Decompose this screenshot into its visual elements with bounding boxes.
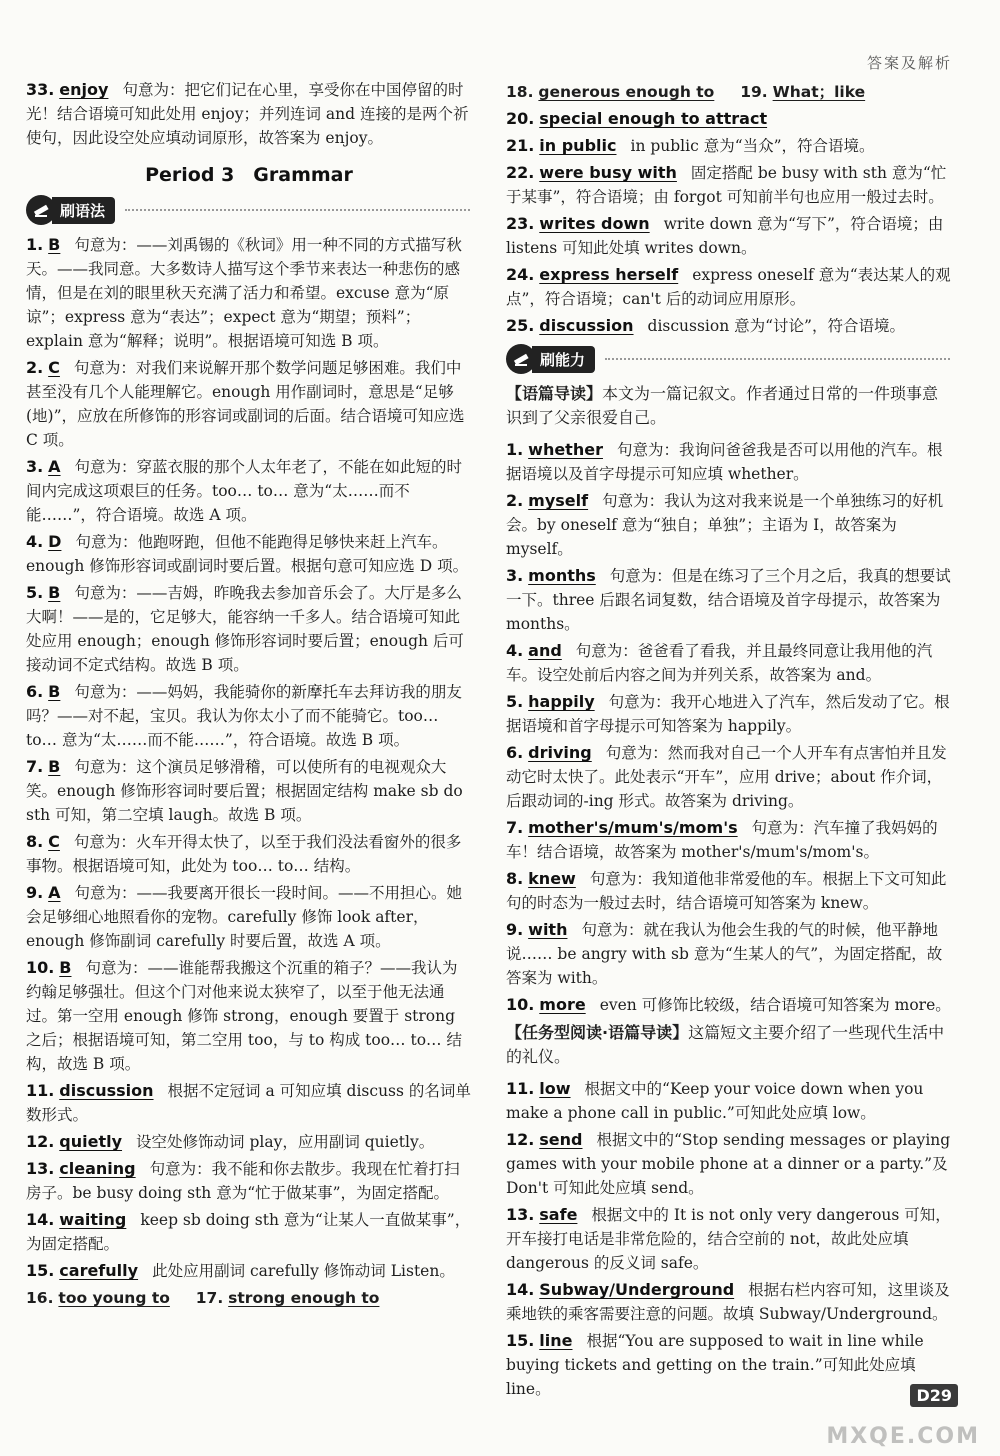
item-explanation: 句意为：我知道他非常爱他的车。根据上下文可知此句的时态为一般过去时，结合语境可知答案为 knew。	[506, 870, 947, 912]
answer-item	[26, 1130, 472, 1154]
item-answer: happily	[528, 692, 595, 711]
item-answer: safe	[539, 1205, 578, 1224]
answer-pair-18-19	[506, 80, 952, 104]
item-number: 18.	[506, 83, 534, 101]
item-explanation: 句意为：我开心地进入了汽车，然后发动了它。根据语境和首字母提示可知答案为 happily。	[506, 693, 950, 735]
answer-item	[26, 1157, 472, 1205]
intro-bracket: 【任务型阅读·语篇导读】	[506, 1023, 689, 1042]
item-answer: B	[48, 682, 61, 701]
section-label: 刷能力	[532, 346, 595, 373]
item-answer: discussion	[59, 1081, 154, 1100]
item-answer: discussion	[539, 316, 634, 335]
item-answer: A	[48, 883, 61, 902]
answer-item	[506, 816, 952, 864]
item-answer: carefully	[59, 1261, 139, 1280]
left-column	[26, 78, 472, 1313]
item-explanation: 固定搭配 be busy with sth 意为“忙于某事”，符合语境；由 forgot 可知前半句也应用一般过去时。	[506, 164, 947, 206]
item-answer: driving	[528, 743, 592, 762]
intro-text: 本文为一篇记叙文。作者通过日常的一件琐事意识到了父亲很爱自己。	[506, 384, 939, 427]
item-answer: Subway/Underground	[539, 1280, 735, 1299]
item-explanation: 根据不定冠词 a 可知应填 discuss 的名词单数形式。	[26, 1082, 471, 1124]
item-explanation: 句意为：就在我认为他会生我的气的时候，他平静地说…… be angry with sb 意为“生某人的气”，为固定搭配，故答案为 with。	[506, 921, 943, 987]
item-explanation: 句意为：把它们记在心里，享受你在中国停留的时光！结合语境可知此处用 enjoy；并列连词 and 连接的是两个祈使句，因此设空处应填动词原形，故答案为 enjoy。	[26, 81, 469, 147]
item-number: 10.	[506, 995, 535, 1014]
item-explanation: 根据文中的 It is not only very dangerous 可知，开车接打电话是非常危险的，结合空前的 not，故此处应填 dangerous 的反义词 safe。	[506, 1206, 951, 1272]
item-answer: express herself	[539, 265, 679, 284]
answer-item	[506, 918, 952, 990]
item-explanation: keep sb doing sth 意为“让某人一直做某事”，为固定搭配。	[26, 1211, 471, 1253]
section-badge-grammar	[26, 195, 472, 225]
item-explanation: 句意为：我不能和你去散步。我现在忙着打扫房子。be busy doing sth 意为“忙于做某事”，为固定搭配。	[26, 1160, 460, 1202]
answer-item	[26, 1259, 472, 1283]
item-answer: and	[528, 641, 562, 660]
item-number: 11.	[26, 1081, 55, 1100]
item-explanation: 根据文中的“Keep your voice down when you make a phone call in public.”可知此处应填 low。	[506, 1080, 924, 1122]
item-number: 5.	[506, 692, 524, 711]
item-answer: B	[48, 583, 61, 602]
item-answer: in public	[539, 136, 617, 155]
answer-pair-16-17	[26, 1286, 472, 1310]
item-number: 9.	[26, 883, 44, 902]
item-answer: generous enough to	[538, 83, 715, 101]
item-number: 4.	[26, 532, 44, 551]
item-explanation: discussion 意为“讨论”，符合语境。	[647, 317, 905, 335]
item-number: 2.	[506, 491, 524, 510]
item-number: 11.	[506, 1079, 535, 1098]
item-number: 3.	[506, 566, 524, 585]
answer-item	[506, 741, 952, 813]
item-explanation: even 可修饰比较级，结合语境可知答案为 more。	[599, 996, 951, 1014]
item-answer: mother's/mum's/mom's	[528, 818, 738, 837]
item-number: 3.	[26, 457, 44, 476]
answer-item	[506, 1278, 952, 1326]
answer-item	[26, 1208, 472, 1256]
answer-item	[506, 1203, 952, 1275]
item-explanation: 句意为：但是在练习了三个月之后，我真的想要试一下。three 后跟名词复数，结合语境及首字母提示，故答案为 months。	[506, 567, 951, 633]
item-number: 33.	[26, 80, 55, 99]
item-answer: knew	[528, 869, 576, 888]
item-answer: strong enough to	[228, 1289, 380, 1307]
answer-item	[26, 680, 472, 752]
answer-item	[506, 1329, 952, 1401]
item-answer: send	[539, 1130, 583, 1149]
item-explanation: 设空处修饰动词 play，应用副词 quietly。	[136, 1133, 435, 1151]
item-number: 6.	[26, 682, 44, 701]
answer-item	[506, 993, 952, 1017]
item-number: 7.	[506, 818, 524, 837]
item-answer: enjoy	[59, 80, 109, 99]
answer-item	[26, 356, 472, 452]
item-explanation: 句意为：火车开得太快了，以至于我们没法看窗外的很多事物。根据语境可知，此处为 too… to… 结构。	[26, 833, 462, 875]
item-answer: cleaning	[59, 1159, 136, 1178]
item-answer: special enough to attract	[539, 109, 768, 128]
answer-item	[26, 233, 472, 353]
intro-bracket: 【语篇导读】	[506, 384, 603, 403]
item-explanation: 句意为：汽车撞了我妈妈的车！结合语境，故答案为 mother's/mum's/mom's。	[506, 819, 938, 861]
answer-item	[506, 107, 952, 131]
right-column	[506, 80, 952, 1404]
item-explanation: 句意为：对我们来说解开那个数学问题足够困难。我们中甚至没有几个人能理解它。enough 用作副词时，意思是“足够(地)”，应放在所修饰的形容词或副词的后面。结合语境可知应选 C 项。	[26, 359, 465, 449]
item-number: 20.	[506, 109, 535, 128]
item-number: 13.	[26, 1159, 55, 1178]
item-explanation: write down 意为“写下”，符合语境；由 listens 可知此处填 writes down。	[506, 215, 944, 257]
item-explanation: 句意为：——妈妈，我能骑你的新摩托车去拜访我的朋友吗？——对不起，宝贝。我认为你太小了而不能骑它。too… to… 意为“太……而不能……”，符合语境。故选 B 项。	[26, 683, 462, 749]
item-explanation: 句意为：他跑呀跑，但他不能跑得足够快来赶上汽车。enough 修饰形容词或副词时要后置。根据句意可知应选 D 项。	[26, 533, 469, 575]
item-answer: months	[528, 566, 596, 585]
item-explanation: 句意为：然而我对自己一个人开车有点害怕并且发动它时太快了。此处表示“开车”，应用 drive；about 作介词，后跟动词的-ing 形式。故答案为 driving。	[506, 744, 947, 810]
section-label: 刷语法	[52, 197, 115, 224]
item-answer: more	[539, 995, 586, 1014]
item-number: 25.	[506, 316, 535, 335]
item-answer: too young to	[58, 1289, 170, 1307]
item-number: 23.	[506, 214, 535, 233]
item-answer: myself	[528, 491, 589, 510]
item-answer: with	[528, 920, 568, 939]
item-answer: B	[59, 958, 72, 977]
item-number: 17.	[195, 1289, 224, 1307]
answer-item	[26, 78, 472, 150]
item-explanation: 句意为：我认为这对我来说是一个单独练习的好机会。by oneself 意为“独自；单独”；主语为 I，故答案为 myself。	[506, 492, 944, 558]
answer-item	[506, 161, 952, 209]
item-number: 24.	[506, 265, 535, 284]
item-answer: C	[48, 358, 60, 377]
item-answer: What；like	[772, 83, 866, 101]
item-explanation: 句意为：——吉姆，昨晚我去参加音乐会了。大厅是多么大啊！——是的，它足够大，能容纳一千多人。结合语境可知此处应用 enough；enough 修饰形容词时要后置；enough 后可接动词不定式结构。故选 B 项。	[26, 584, 464, 674]
item-answer: line	[539, 1331, 573, 1350]
item-explanation: 句意为：我询问爸爸我是否可以用他的汽车。根据语境以及首字母提示可知应填 whether。	[506, 441, 943, 483]
item-answer: were busy with	[539, 163, 677, 182]
item-number: 4.	[506, 641, 524, 660]
item-answer: B	[48, 235, 61, 254]
item-number: 7.	[26, 757, 44, 776]
item-number: 15.	[26, 1261, 55, 1280]
answer-item	[26, 830, 472, 878]
answer-item	[26, 755, 472, 827]
item-explanation: 句意为：这个演员足够滑稽，可以使所有的电视观众大笑。enough 修饰形容词时要后置；根据固定结构 make sb do sth 可知，第二空填 laugh。故选 B 项。	[26, 758, 463, 824]
answer-item	[506, 1077, 952, 1125]
item-explanation: 句意为：——谁能帮我搬这个沉重的箱子？——我认为约翰足够强壮。但这个门对他来说太狭窄了，以至于他无法通过。第一空用 enough 修饰 strong，enough 要置于 strong 之后；根据语境可知，第二空用 too，与 to 构成 too… to… 结构，故选 B 项。	[26, 959, 462, 1073]
answer-item	[506, 867, 952, 915]
page-number: D29	[910, 1384, 958, 1407]
answer-item	[506, 438, 952, 486]
item-answer: A	[48, 457, 61, 476]
answer-item	[506, 690, 952, 738]
item-number: 14.	[506, 1280, 535, 1299]
answer-item	[506, 212, 952, 260]
item-number: 8.	[506, 869, 524, 888]
answer-item	[26, 455, 472, 527]
item-number: 1.	[506, 440, 524, 459]
item-answer: whether	[528, 440, 603, 459]
item-explanation: 根据右栏内容可知，这里谈及乘地铁的乘客需要注意的问题。故填 Subway/Underground。	[506, 1281, 950, 1323]
item-number: 21.	[506, 136, 535, 155]
item-number: 15.	[506, 1331, 535, 1350]
watermark: MXQE.COM	[826, 1424, 980, 1449]
header-right-label: 答案及解析	[866, 54, 952, 72]
item-number: 14.	[26, 1210, 55, 1229]
answer-item	[506, 564, 952, 636]
dotted-divider	[125, 209, 470, 211]
item-explanation: 此处应用副词 carefully 修饰动词 Listen。	[152, 1262, 455, 1280]
answer-item	[506, 314, 952, 338]
item-number: 22.	[506, 163, 535, 182]
period-title: Period 3 Grammar	[145, 164, 353, 186]
answer-item	[506, 1128, 952, 1200]
item-answer: B	[48, 757, 61, 776]
item-number: 10.	[26, 958, 55, 977]
item-number: 5.	[26, 583, 44, 602]
dotted-divider	[605, 358, 950, 360]
item-answer: C	[48, 832, 60, 851]
item-explanation: 句意为：——刘禹锡的《秋词》用一种不同的方式描写秋天。——我同意。大多数诗人描写这个季节来表达一种悲伤的感情，但是在刘的眼里秋天充满了活力和希望。excuse 意为“原谅”；express 意为“表达”；expect 意为“期望；预料”；explain 意为“解释；说明”。根据语境可知选 B 项。	[26, 236, 462, 350]
answer-item	[26, 956, 472, 1076]
item-number: 12.	[506, 1130, 535, 1149]
item-number: 19.	[740, 83, 768, 101]
section-badge-ability	[506, 344, 952, 374]
answer-item	[506, 639, 952, 687]
item-answer: D	[48, 532, 62, 551]
item-explanation: 根据“You are supposed to wait in line while buying tickets and getting on the train.”可知此处应填 line。	[506, 1332, 924, 1398]
item-explanation: in public 意为“当众”，符合语境。	[630, 137, 875, 155]
answer-item	[506, 263, 952, 311]
intro-text: 这篇短文主要介绍了一些现代生活中的礼仪。	[506, 1023, 945, 1066]
item-number: 9.	[506, 920, 524, 939]
item-explanation: 句意为：穿蓝衣服的那个人太年老了，不能在如此短的时间内完成这项艰巨的任务。too… to… 意为“太……而不能……”，符合语境。故选 A 项。	[26, 458, 463, 524]
passage-intro	[506, 382, 952, 430]
item-answer: low	[539, 1079, 571, 1098]
item-explanation: express oneself 意为“表达某人的观点”，符合语境；can't 后的动词应用原形。	[506, 266, 951, 308]
item-number: 6.	[506, 743, 524, 762]
answer-item	[26, 581, 472, 677]
item-answer: quietly	[59, 1132, 123, 1151]
item-number: 13.	[506, 1205, 535, 1224]
item-explanation: 根据文中的“Stop sending messages or playing games with your mobile phone at a dinner or a party.”及 Don't 可知此处应填 send。	[506, 1131, 951, 1197]
item-explanation: 句意为：爸爸看了看我，并且最终同意让我用他的汽车。设空处前后内容之间为并列关系，故答案为 and。	[506, 642, 933, 684]
item-answer: waiting	[59, 1210, 127, 1229]
item-number: 8.	[26, 832, 44, 851]
item-explanation: 句意为：——我要离开很长一段时间。——不用担心。她会足够细心地照看你的宠物。carefully 修饰 look after，enough 修饰副词 carefully 时要后置，故选 A 项。	[26, 884, 463, 950]
answer-item	[506, 134, 952, 158]
item-number: 12.	[26, 1132, 55, 1151]
task-reading-intro	[506, 1021, 952, 1069]
answer-item	[26, 881, 472, 953]
answer-item	[506, 489, 952, 561]
item-number: 1.	[26, 235, 44, 254]
item-answer: writes down	[539, 214, 650, 233]
answer-item	[26, 530, 472, 578]
item-number: 16.	[26, 1289, 54, 1307]
answer-item	[26, 1079, 472, 1127]
item-number: 2.	[26, 358, 44, 377]
